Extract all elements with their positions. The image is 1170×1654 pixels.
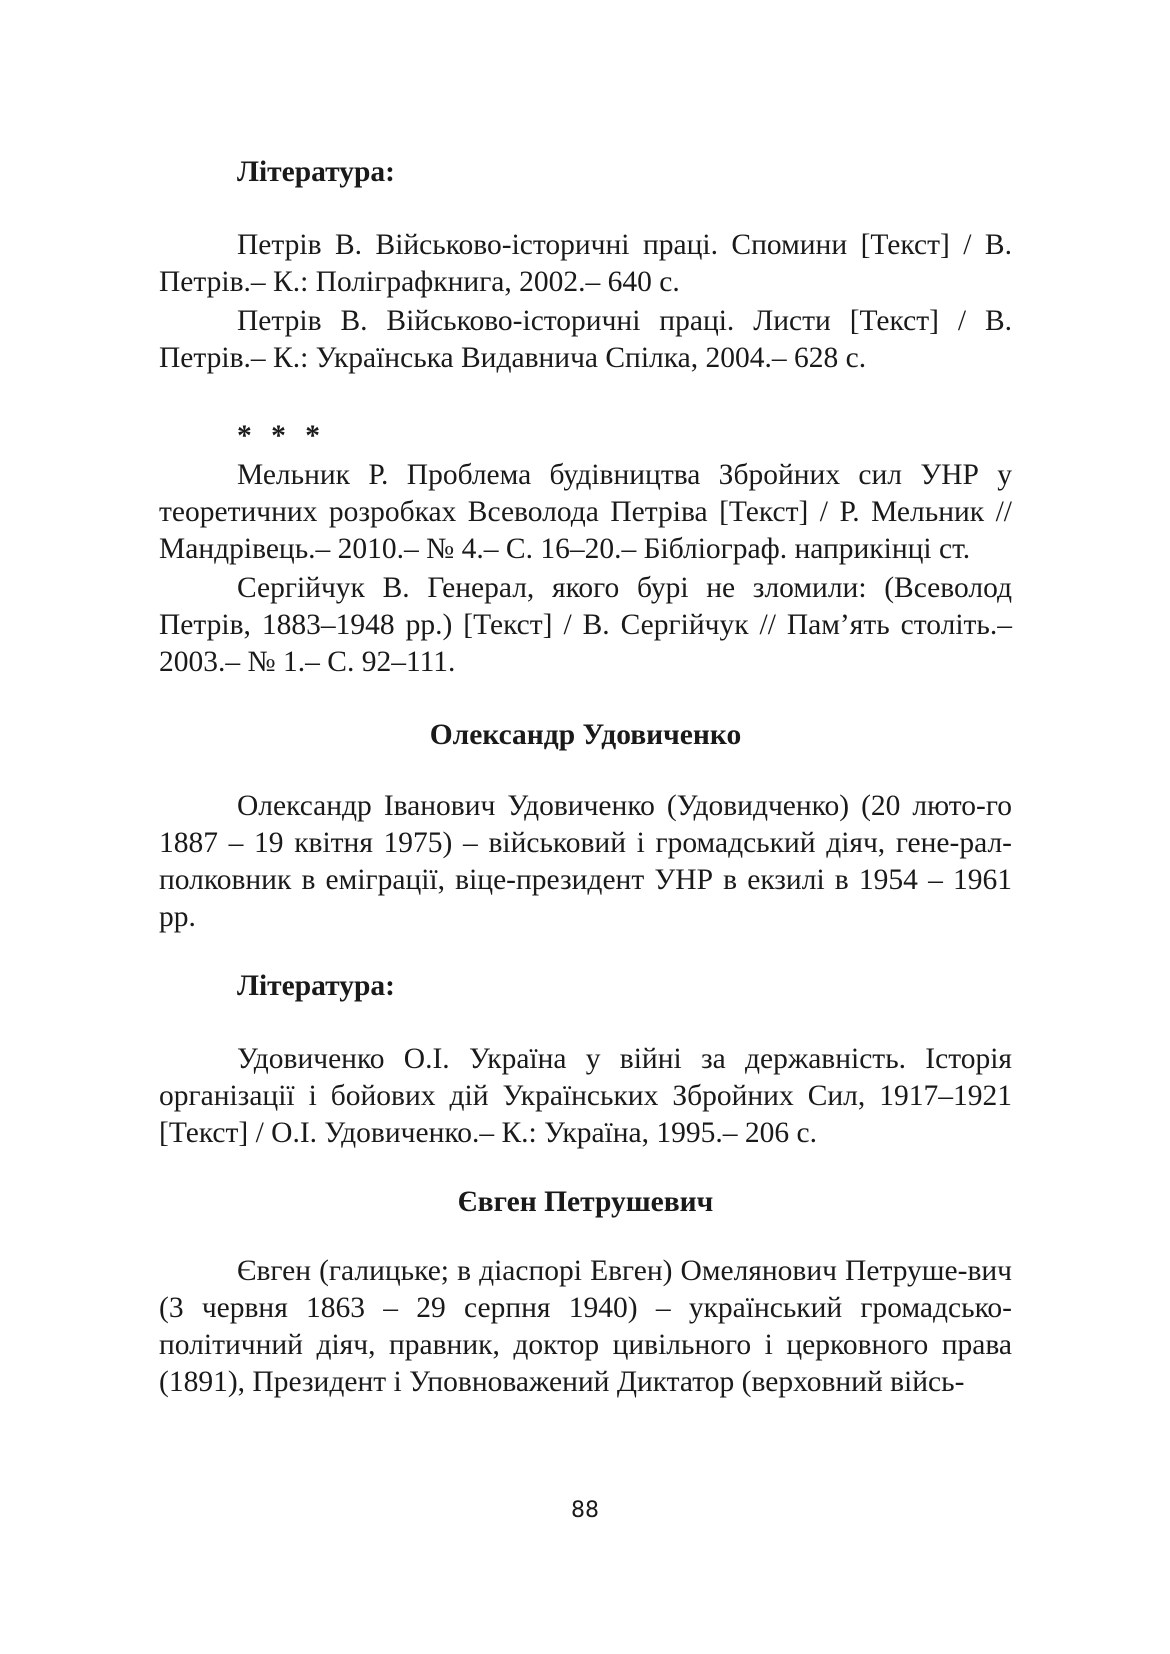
bibliography-entry: Петрів В. Військово-історичні праці. Листи [Текст] / В. Петрів.– К.: Українська Видавнича Спілка, 2004.– 628 с.: [159, 305, 1012, 374]
section-separator: * * *: [237, 420, 326, 452]
bibliography-entry: Сергійчук В. Генерал, якого бурі не зломили: (Всеволод Петрів, 1883–1948 рр.) [Текст] / В. Сергійчук // Пам’ять століть.– 2003.– № 1.– С. 92–111.: [159, 572, 1012, 678]
section-title: Олександр Удовиченко: [429, 719, 742, 751]
section-title: Євген Петрушевич: [457, 1186, 714, 1218]
bibliography-entry: Удовиченко О.І. Україна у війні за державність. Історія організації і бойових дій Українських Збройних Сил, 1917–1921 [Текст] / О.І. Удовиченко.– К.: Україна, 1995.– 206 с.: [159, 1043, 1012, 1149]
text-column: [159, 154, 1012, 1401]
bibliography-entry: Петрів В. Військово-історичні праці. Спомини [Текст] / В. Петрів.– К.: Поліграфкнига, 2002.– 640 с.: [159, 229, 1012, 298]
biography-paragraph: Олександр Іванович Удовиченко (Удовидченко) (20 люто-го 1887 – 19 квітня 1975) – військовий і громадський діяч, гене-рал-полковник в еміграції, віце-президент УНР в екзилі в 1954 – 1961 рр.: [159, 790, 1012, 933]
literature-heading: Література:: [237, 970, 395, 1002]
page-number: 88: [571, 1498, 599, 1523]
biography-paragraph: Євген (галицьке; в діаспорі Евген) Омелянович Петруше-вич (3 червня 1863 – 29 серпня 1940) – український громадсько-політичний діяч, правник, доктор цивільного і церковного права (1891), Президент і Уповноважений Диктатор (верховний війсь-: [159, 1255, 1012, 1398]
literature-heading: Література:: [237, 156, 395, 188]
bibliography-entry: Мельник Р. Проблема будівництва Збройних сил УНР у теоретичних розробках Всеволода Петріва [Текст] / Р. Мельник // Мандрівець.– 2010.– № 4.– С. 16–20.– Бібліограф. наприкінці ст.: [159, 459, 1012, 565]
